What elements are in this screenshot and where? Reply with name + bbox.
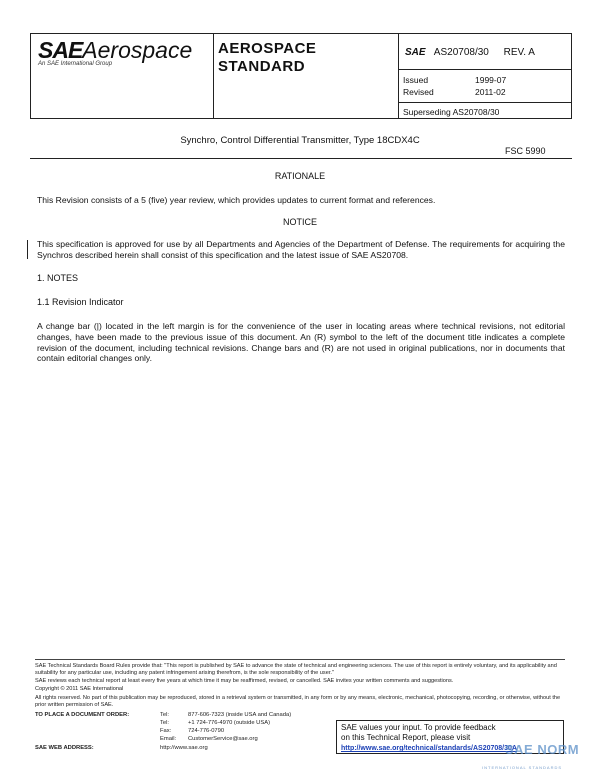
revised-label: Revised (403, 87, 434, 97)
logo-italic: Aerospace (82, 37, 193, 63)
header-rule-1 (398, 69, 572, 70)
sae-aerospace-logo (38, 37, 192, 64)
feedback-line2: on this Technical Report, please visit (341, 733, 471, 742)
watermark-subtext: INTERNATIONAL STANDARDS (482, 765, 563, 770)
rationale-heading: RATIONALE (274, 171, 326, 181)
notes-heading: 1. NOTES (37, 273, 79, 283)
notice-heading: NOTICE (282, 217, 317, 227)
footer-review-note: SAE reviews each technical report at least every five years at which time it may be reaffirmed, revised, or cancelled. SAE invites your written comments and suggestions. (35, 678, 454, 684)
email-label: Email: (160, 736, 177, 742)
standard-title (218, 40, 316, 76)
feedback-line1: SAE values your input. To provide feedback (341, 723, 496, 732)
footer-disclaimer: SAE Technical Standards Board Rules provide that: "This report is published by SAE to advance the state of technical and engineering sciences. The use of this report is entirely voluntary, and its applicability and suitability for any particular use, including any patent infringement arising therefrom, is the sole responsibility of the user." (35, 663, 557, 677)
revision-indicator-text: A change bar (|) located in the left margin is for the convenience of the user in locating areas where technical revisions, not editorial changes, have been made to the previous issue of this document. An (R) symbol to the left of the document title indicates a complete revision of the document, including technical revisions. Change bars and (R) are not used in original publications, nor in documents that contain editorial changes only. (37, 321, 565, 364)
standard-title-line1: AEROSPACE (218, 40, 317, 57)
footer-copyright: Copyright © 2011 SAE International (35, 686, 124, 692)
fax-value: 724-776-0790 (188, 728, 225, 734)
logo-subtitle: An SAE International Group (38, 61, 113, 67)
revised-value: 2011-02 (475, 87, 506, 97)
tel1-label: Tel: (160, 712, 170, 718)
doc-sae-mark: SAE (405, 47, 426, 58)
tel2-value: +1 724-776-4970 (outside USA) (188, 720, 271, 726)
issued-label: Issued (403, 75, 429, 85)
document-title: Synchro, Control Differential Transmitter, Type 18CDX4C (180, 135, 420, 146)
logo-bold: SAE (38, 37, 83, 63)
notice-text: This specification is approved for use by all Departments and Agencies of the Department of Defense. The requirements for acquiring the Synchros described herein shall consist of this specification and the latest issue of SAE AS20708. (37, 239, 565, 260)
rationale-text: This Revision consists of a 5 (five) year review, which provides updates to current format and references. (37, 195, 436, 205)
standard-title-line2: STANDARD (218, 58, 306, 75)
feedback-link[interactable]: http://www.sae.org/technical/standards/AS20708/30A (341, 745, 517, 752)
title-rule (30, 158, 572, 159)
tel1-value: 877-606-7323 (inside USA and Canada) (188, 712, 292, 718)
fsc-code: FSC 5990 (505, 146, 546, 156)
tel2-label: Tel: (160, 720, 170, 726)
revision-indicator-heading: 1.1 Revision Indicator (37, 297, 124, 307)
header-rule-2 (398, 102, 572, 103)
document-number (405, 47, 535, 58)
superseding: Superseding AS20708/30 (403, 107, 500, 117)
fax-label: Fax: (160, 728, 172, 734)
doc-revision: REV. A (503, 47, 535, 58)
change-bar (27, 240, 28, 259)
order-label: TO PLACE A DOCUMENT ORDER: (35, 712, 130, 718)
doc-number-text: AS20708/30 (433, 47, 489, 58)
web-link[interactable]: http://www.sae.org (160, 745, 208, 751)
header-divider-1 (213, 33, 214, 119)
footer-rule (35, 659, 565, 660)
header-divider-2 (398, 33, 399, 119)
footer-rights: All rights reserved. No part of this publication may be reproduced, stored in a retrieval system or transmitted, in any form or by any means, electronic, mechanical, photocopying, recording, or otherwise, without the prior written permission of SAE. (35, 695, 561, 709)
issued-value: 1999-07 (475, 75, 507, 85)
watermark: SAE NORM (505, 742, 580, 757)
web-label: SAE WEB ADDRESS: (35, 745, 94, 751)
email-link[interactable]: CustomerService@sae.org (188, 736, 258, 742)
